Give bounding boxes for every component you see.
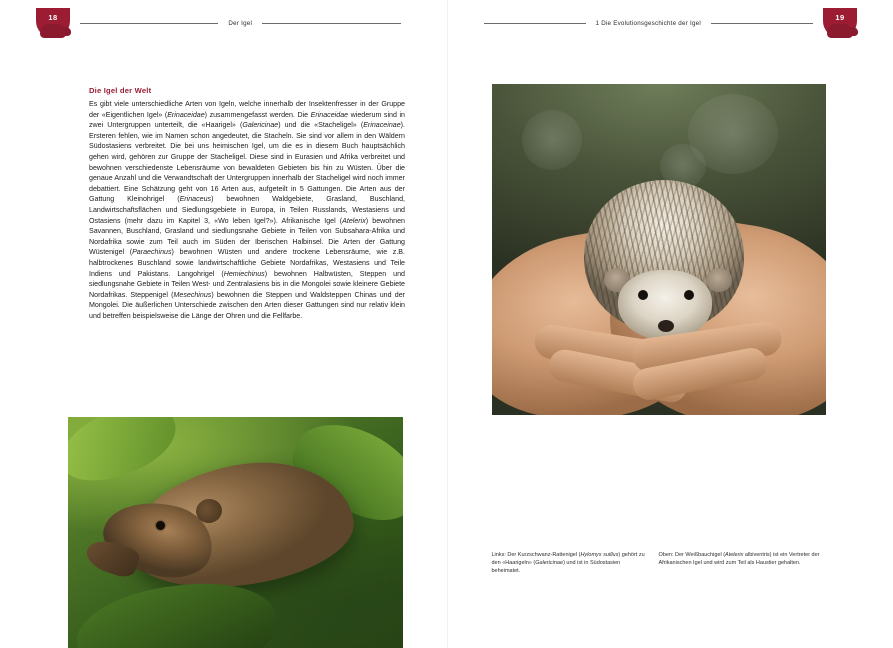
running-head-left <box>36 10 411 36</box>
leaf-foreground <box>72 576 280 648</box>
body-text: Es gibt viele unterschiedliche Arten von Igeln, welche innerhalb der Insektenfresser in der Gruppe der «Eigentlichen Igel» (Erinaceidae) zusammengefasst werden. Die Erinaceidae wiederum sind in zwei Untergruppen unterteilt, die «Haarigel» (Galericinae) und die «Stacheligel» (Erinaceinae). Ersteren fehlen, wie im Namen schon angedeutet, die Stacheln. Sie sind vor allem in den Wäldern Südostasiens verbreitet. Die bei uns heimischen Igel, um die es in diesem Buch hauptsächlich gehen wird, gehören zur Gruppe der Stacheligel. Diese sind in Eurasien und Afrika verbreitet und bewohnen verschiedenste Lebensräume von bewaldeten Gebieten bis hin zu Wüsten. Über die genaue Anzahl und die Verwandtschaft der Untergruppen innerhalb der Stacheligel wird noch immer debattiert. Eine Schätzung geht von 16 Arten aus, aufgeteilt in 5 Gattungen. Die Arten aus der Gattung Kleinohrigel (Erinaceus) bewohnen Waldgebiete, Grasland, Buschland, Landwirtschaftsflächen und Siedlungsgebiete in Europa, in Teilen Russlands, Westasiens und Ostasiens (mehr dazu im Kapitel 3, «Wo leben Igel?»). Afrikanische Igel (Atelerix) bewohnen Savannen, Buschland, Grasland und siedlungsnahe Gebiete in Teilen von Subsahara-Afrika und Nordafrika sowie zum Teil auch im Süden der Iberischen Halbinsel. Die Arten der Gattung Wüstenigel (Paraechinus) bewohnen Wüsten und andere trockene Lebensräume, wie z.B. halbtrockenes Buschland sowie landwirtschaftliche Gebiete Nordafrikas, Westasiens und Teile Indiens und Pakistans. Langohrigel (Hemiechinus) bewohnen Halbwüsten, Steppen und siedlungsnahe Gebiete in Teilen West- und Zentralasiens bis in die Mongolei sowie kleinere Gebiete Nordafrikas. Steppenigel (Mesechinus) bewohnen die Steppen und Waldsteppen Chinas und der Mongolei. Die äußerlichen Unterschiede zwischen den Arten dieser Gattungen sind nur relativ klein und betreffen beispielsweise die Länge der Ohren und die Fellfarbe. <box>89 100 406 320</box>
caption-right: Oben: Der Weißbauchigel (Atelerix albiventris) ist ein Vertreter der Afrikanischen Igel und wird zum Teil als Haustier gehalten. <box>658 552 820 567</box>
running-head-right <box>474 10 858 36</box>
hedgehog-eye-left <box>638 290 648 300</box>
hedgehog-eye-right <box>684 290 694 300</box>
running-head-left-text: Der Igel <box>228 19 253 27</box>
header-rule-right-2 <box>711 23 813 24</box>
folio-badge-right <box>823 8 857 38</box>
caption-left: Links: Der Kurzschwanz-Rattenigel (Hylomys suillus) gehört zu den «Haarigeln» (Galericinae) und ist in Südostasien beheimatet. <box>491 552 645 575</box>
leaf-top-left <box>68 417 185 492</box>
section-heading: Die Igel der Welt <box>89 86 152 95</box>
hedgehog-nose <box>658 320 674 332</box>
bokeh-highlight-1 <box>522 110 582 170</box>
page-number-right: 19 <box>835 13 845 22</box>
photo-shrew-scene <box>68 417 403 648</box>
page-right <box>447 0 893 648</box>
hedgehog-ear-right <box>706 268 732 292</box>
photo-hands-scene <box>492 84 826 415</box>
folio-badge-left <box>36 8 70 38</box>
photo-kurzschwanz-rattenigel <box>68 417 403 648</box>
photo-weissbauchigel-in-haenden <box>492 84 826 415</box>
page-number-left: 18 <box>48 13 58 22</box>
header-rule-left-2 <box>262 23 400 24</box>
header-rule-right <box>484 23 586 24</box>
running-head-right-text: 1 Die Evolutionsgeschichte der Igel <box>595 19 701 27</box>
header-rule-left <box>80 23 218 24</box>
hedgehog-silhouette-icon <box>40 24 66 38</box>
shrew-eye <box>156 521 165 530</box>
hedgehog-silhouette-icon-right <box>827 24 853 38</box>
